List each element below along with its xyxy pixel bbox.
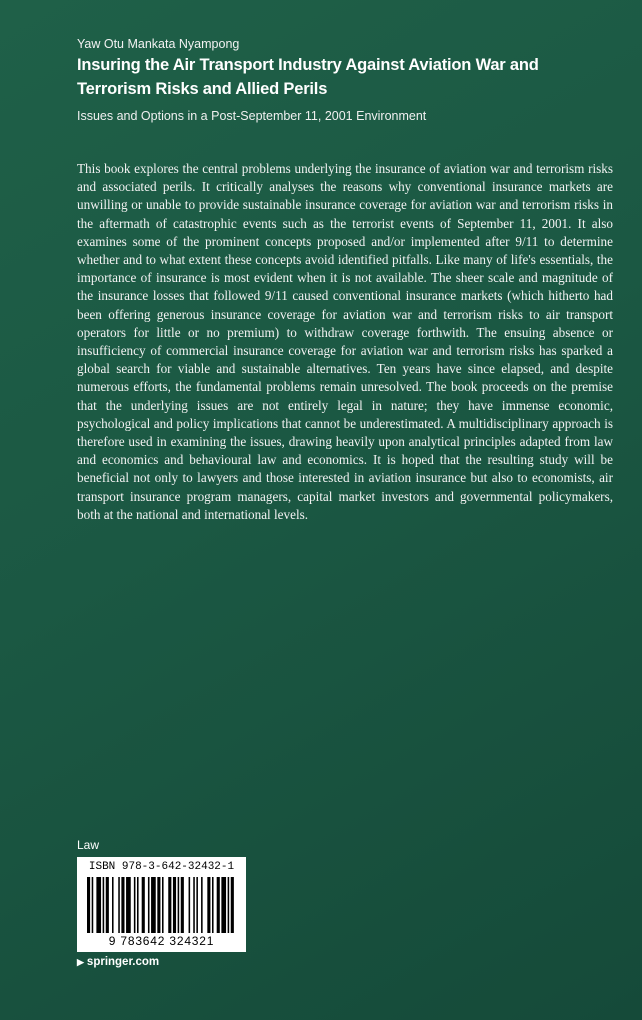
barcode-bar — [148, 877, 150, 933]
barcode-bar — [212, 877, 214, 933]
barcode-number: 9 783642 324321 — [108, 934, 215, 948]
isbn-barcode — [77, 857, 246, 952]
barcode-bar — [231, 877, 234, 933]
barcode-bar — [189, 877, 191, 933]
barcode-bar — [118, 877, 120, 933]
barcode-bar — [87, 877, 90, 933]
barcode-bar — [121, 877, 124, 933]
triangle-right-icon: ▶ — [77, 957, 84, 967]
barcode-bar — [168, 877, 171, 933]
barcode-bars — [87, 877, 237, 933]
barcode-bar — [173, 877, 176, 933]
barcode-bar — [196, 877, 198, 933]
publisher-website[interactable] — [77, 956, 159, 968]
barcode-bar — [103, 877, 105, 933]
barcode-bar — [142, 877, 145, 933]
book-description: This book explores the central problems underlying the insurance of aviation war and terrorism risks and associated perils. It critically analyses the reasons why conventional insurance markets are unwilling or unable to provide sustainable insurance coverage for aviation war and terrorism risks in the aftermath of catastrophic events such as the terrorist events of September 11, 2001. It also examines some of the prominent concepts proposed and/or implemented after 9/11 to determine whether and to what extent these concepts avoid identified pitfalls. Like many of life's essentials, the importance of insurance is most evident when it is not available. The sheer scale and magnitude of the insurance losses that followed 9/11 caused conventional insurance markets (which hitherto had been offering generous insurance coverage for aviation war and terrorism risks to air transport operators for little or no premium) to withdraw coverage forthwith. The ensuing absence or insufficiency of commercial insurance coverage for aviation war and terrorism risks has sparked a global search for viable and sustainable alternatives. Ten years have since elapsed, and despite numerous efforts, the fundamental problems remain unresolved. The book proceeds on the premise that the underlying issues are not entirely legal in nature; they have immense economic, psychological and policy implications that cannot be underestimated. A multidisciplinary approach is therefore used in examining the issues, drawing heavily upon analytical principles adapted from law and economics and behavioural law and economics. It is hoped that the resulting study will be beneficial not only to lawyers and those interested in aviation insurance but also to economists, air transport insurance program managers, capital market investors and governmental policymakers, both at the national and international levels. — [77, 161, 613, 522]
barcode-bar — [207, 877, 210, 933]
barcode-bar — [162, 877, 164, 933]
barcode-bar — [126, 877, 131, 933]
barcode-bar — [112, 877, 114, 933]
barcode-bar — [181, 877, 184, 933]
barcode-bar — [221, 877, 226, 933]
isbn-label: ISBN 978-3-642-32432-1 — [88, 861, 235, 873]
barcode-bar — [217, 877, 220, 933]
book-subtitle: Issues and Options in a Post-September 11, 2001 Environment — [77, 109, 427, 123]
barcode-bar — [151, 877, 156, 933]
book-title: Insuring the Air Transport Industry Against Aviation War and Terrorism Risks and Allied Perils — [77, 56, 539, 98]
barcode-bar — [137, 877, 139, 933]
author-name: Yaw Otu Mankata Nyampong — [77, 37, 240, 51]
barcode-bar — [193, 877, 195, 933]
barcode-bar — [134, 877, 136, 933]
barcode-bar — [92, 877, 94, 933]
barcode-bar — [178, 877, 180, 933]
barcode-bar — [157, 877, 160, 933]
barcode-bar — [228, 877, 230, 933]
website-label: springer.com — [86, 956, 160, 968]
barcode-bar — [106, 877, 109, 933]
barcode-bar — [201, 877, 203, 933]
barcode-bar — [96, 877, 101, 933]
subject-category: Law — [77, 838, 100, 852]
